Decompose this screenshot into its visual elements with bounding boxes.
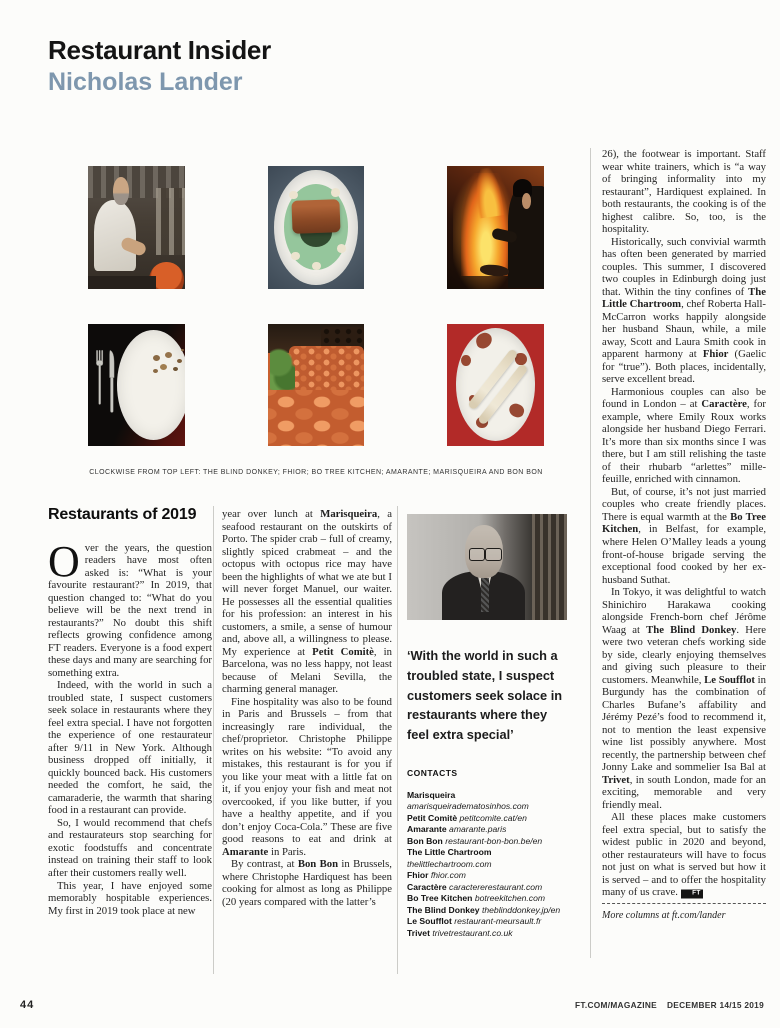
contact-entry: Fhior fhior.com: [407, 870, 466, 881]
more-columns-link[interactable]: More columns at ft.com/lander: [602, 910, 726, 922]
photo-amarante: [447, 324, 544, 447]
contact-entry: Bo Tree Kitchen botreekitchen.com: [407, 893, 546, 904]
plate: [456, 328, 535, 441]
text-column-1: [48, 506, 212, 917]
cream-dollop: [291, 252, 300, 261]
photo-bon-bon: [88, 324, 185, 447]
photo-grid: [48, 150, 584, 462]
article-header: [48, 36, 271, 97]
cream-dollop: [337, 244, 346, 253]
chef-figure: [94, 200, 137, 271]
page-number: 44: [20, 999, 35, 1011]
contact-entry: Caractère caractererestaurant.com: [407, 881, 543, 892]
contact-entry: The Little Chartroom thelittlechartroom.com: [407, 847, 492, 869]
dotted-rule: [602, 903, 766, 904]
lettuce-garnish: [270, 348, 295, 390]
kitchen-jars: [156, 188, 185, 255]
drop-cap: O: [48, 536, 80, 586]
chef-head: [113, 177, 128, 205]
issue-date: DECEMBER 14/15 2019: [666, 1000, 764, 1010]
contact-entry: The Blind Donkey theblinddonkey.jp/en: [407, 904, 561, 915]
large-prawns: [268, 390, 365, 446]
contact-entry: Trivet trivetrestaurant.co.uk: [407, 927, 513, 938]
contacts-section: [407, 769, 573, 939]
author-name: Nicholas Lander: [48, 68, 243, 97]
contact-entry: Amarante amarante.paris: [407, 824, 507, 835]
photo-fhior: [268, 166, 365, 289]
photo-caption: CLOCKWISE FROM TOP LEFT: THE BLIND DONKEY; FHIOR; BO TREE KITCHEN; AMARANTE; MARISQUEIRA AND BON BON: [89, 469, 543, 476]
contacts-heading: CONTACTS: [407, 768, 458, 779]
cream-dollop: [331, 188, 340, 197]
page-footer: [20, 1000, 764, 1011]
salmon-fillet: [291, 199, 340, 234]
contact-entry: Bon Bon restaurant-bon-bon.be/en: [407, 835, 543, 846]
issue-info: [575, 1001, 764, 1009]
text-column-4: [602, 148, 766, 922]
bookshelf: [532, 514, 567, 620]
contact-entry: Petit Comitè petitcomite.cat/en: [407, 812, 527, 823]
glasses-lens: [469, 548, 485, 561]
column-rule: [213, 506, 214, 974]
food-morsels: [153, 355, 160, 361]
section-heading: Restaurants of 2019: [48, 506, 197, 523]
contacts-list: [407, 790, 573, 940]
photo-bo-tree-kitchen: [447, 166, 544, 289]
brand-text: FT.COM/MAGAZINE: [575, 1000, 657, 1010]
page-title: Restaurant Insider: [48, 35, 271, 65]
fork-knife-icon: [93, 330, 118, 438]
contact-entry: Le Soufflot restaurant-meursault.fr: [407, 916, 542, 927]
pull-quote: ‘With the world in such a troubled state, I suspect customers seek solace in restaurants where they feel extra special’: [407, 648, 563, 743]
photo-blind-donkey: [88, 166, 185, 289]
text-column-2: [222, 508, 392, 909]
sauce-smear: [461, 355, 471, 366]
column-rule: [590, 148, 591, 958]
portrait-photo-nicholas-lander: [407, 514, 567, 620]
column-rule: [397, 506, 398, 974]
plate: [117, 330, 185, 440]
article-body-col1: Over the years, the question readers have most often asked is: “What is your favourite restaurant?” In 2019, that question changed to: “What do you believe will be the next trend in restaurants?” No doubt this shift reflects growing confidence among FT readers. Everyone is a food expert these days and many are searching for something extra. Indeed, with the world in such a troubled state, I suspect customers seek solace in restaurants where they feel extra special. I have not forgotten the experience of one restaurateur after 9/11 in New York. Although business dropped off initially, it quickly bounced back. His customers needed the comfort, he said, the camaraderie, the warmth that sharing food in a restaurant can provide. So, I would recommend that chefs and restaurateurs stop searching for exotic foodstuffs and concentrate instead on training their staff to look after their customers really well. This year, I have enjoyed some memorably hospitable experiences. My first in 2019 took place at new: [48, 536, 212, 917]
photo-marisqueira: [268, 324, 365, 447]
article-body-col2: year over lunch at Marisqueira, a seafood restaurant on the outskirts of Porto. The spider crab – full of creamy, slightly spiced crabmeat – and the octopus with octopus rice may have been the highlights of what we ate but I will never forget Manuel, our waiter. He possesses all the essential qualities for his profession: an interest in his customers, a smile, a sense of humour and, above all, a willingness to please. My experience at Petit Comitè, in Barcelona, was no less happy, not least because of Melani Sevilla, the charming general manager. Fine hospitality was also to be found in Paris and Brussels – from that increasingly rare individual, the chef/proprietor. Christophe Philippe writes on his website: “To avoid any mistakes, this restaurant is for you if you like your meat with a little fat on it, if you enjoy your fish and meat not overcooked, if you like butter, if you have a healthy appetite, and if you don’t enjoy Coca-Cola.” These are five good reasons to eat and drink at Amarante in Paris. By contrast, at Bon Bon in Brussels, where Christophe Hardiquest has been cooking for almost as long as Philippe (20 years compared with the latter’s: [222, 508, 392, 908]
text-column-3: [405, 510, 573, 939]
glasses-lens: [485, 548, 501, 561]
tie: [481, 578, 488, 612]
contact-entry: Marisqueira amarisqueiradematosinhos.com: [407, 789, 529, 812]
article-body-col4: 26), the footwear is important. Staff wear white trainers, which is “a way of bringing informality into my restaurant”, Hardiquest explained. In both restaurants, the cooking is of the highest calibre. So, too, is the hospitality. Historically, such convivial warmth has often been generated by married couples. This summer, I discovered two couples in Edinburgh doing just that. Within the tiny confines of The Little Chartroom, chef Roberta Hall-McCarron works happily alongside her husband Shaun, while, a mile away, Scott and Laura Smith cook in apparent harmony at Fhior (Gaelic for “true”). Both places, incidentally, serve excellent bread. Harmonious couples can also be found in London – at Caractère, for example, where Emily Roux works alongside her husband Diego Ferrari. It’s more than six months since I was there, but I am still relishing the taste of their rhubarb “arlettes” mille-feuille, enriched with cinnamon. But, of course, it’s not just married couples who create friendly places. There is equal warmth at the Bo Tree Kitchen, in Belfast, for example, where Helen O’Malley leads a young front-of-house brigade serving the exceptional food cooked by her ex-husband Suthat. In Tokyo, it was delightful to watch Shinichiro Harakawa cooking alongside French-born chef Jérôme Waag at The Blind Donkey. Here were two veteran chefs working side by side, clearly enjoying themselves and giving such pleasure to their customers. Meanwhile, Le Soufflot in Burgundy has the combination of Charles Bufane’s affability and Jérémy Pezé’s food to recommend it, not to mention the least expensive wine list possibly anywhere. Most recently, the partnership between chef Jonny Lake and sommelier Isa Bal at Trivet, in south London, made for an exciting, memorable and very friendly meal. All these places make customers feel extra special, but to satisfy the widest public in 2020 and beyond, other restaurateurs will have to focus not just on what is served but how it is served – and to offer the hospitality many of us crave. FT: [602, 148, 767, 899]
counter: [88, 276, 156, 288]
ft-end-mark: FT: [681, 889, 704, 899]
cream-dollop: [312, 262, 321, 271]
cream-dollop: [289, 191, 298, 200]
